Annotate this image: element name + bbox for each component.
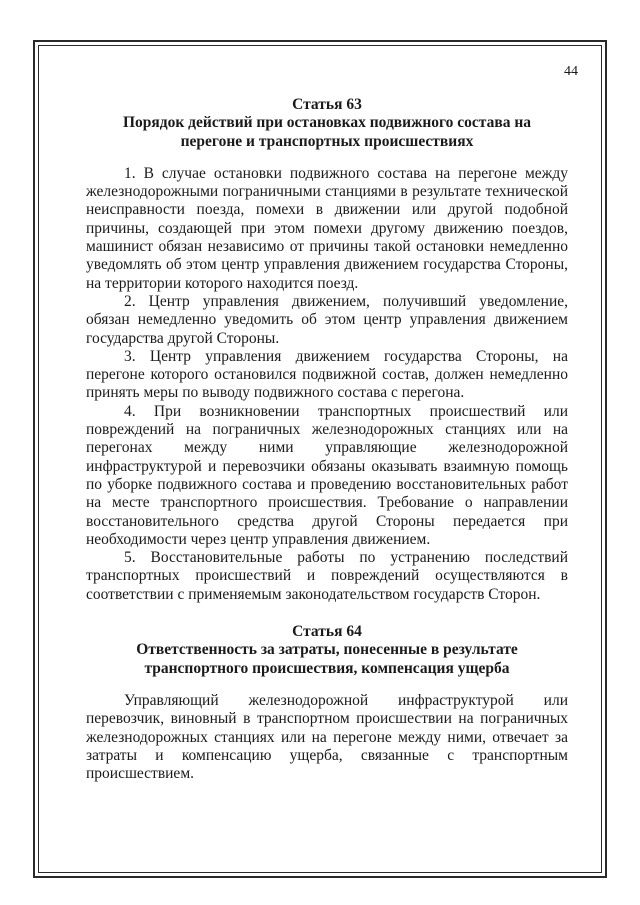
article-63-title: Статья 63 bbox=[292, 96, 362, 113]
article-63-paragraph-5: 5. Восстановительные работы по устранению последствий транспортных происшествий и повреждений осуществляются в соответствии с применяемым законодательством государств Сторон. bbox=[86, 549, 568, 603]
article-63-paragraph-4: 4. При возникновении транспортных происшествий или повреждений на пограничных железнодорожных станциях или на перегонах между ними управляющие железнодорожной инфраструктурой и перевозчики обязаны оказывать взаимную помощь по уборке подвижного состава и проведению восстановительных работ на месте транспортного происшествия. Требование о направлении восстановительного средства другой Стороны передается при необходимости через центр управления движением. bbox=[86, 402, 568, 548]
article-63-paragraph-1: 1. В случае остановки подвижного состава на перегоне между железнодорожными пограничными станциями в результате технической неисправности поезда, помехи в движении или другой подобной причины, создающей при этом помехи другому движению поездов, машинист обязан независимо от причины такой остановки немедленно уведомлять об этом центр управления движением государства Стороны, на территории которого находится поезд. bbox=[86, 164, 568, 292]
spacer bbox=[86, 604, 568, 623]
page-number: 44 bbox=[564, 64, 578, 79]
article-63-heading-line1: Порядок действий при остановках подвижного состава на bbox=[122, 114, 532, 132]
article-63 bbox=[86, 96, 568, 604]
article-64-heading-line2: транспортного происшествия, компенсация ущерба bbox=[144, 659, 510, 677]
article-64-title: Статья 64 bbox=[292, 623, 362, 641]
document-body bbox=[86, 96, 568, 783]
article-63-paragraph-2: 2. Центр управления движением, получивший уведомление, обязан немедленно уведомить об этом центр управления движением государства другой Стороны. bbox=[86, 292, 568, 347]
article-64 bbox=[86, 623, 568, 783]
article-64-heading-line1: Ответственность за затраты, понесенные в результате bbox=[136, 641, 518, 659]
article-64-paragraph-1: Управляющий железнодорожной инфраструктурой или перевозчик, виновный в транспортном происшествии на пограничных железнодорожных станциях или на перегоне между ними, отвечает за затраты и компенсацию ущерба, связанные с транспортным происшествием. bbox=[86, 691, 568, 783]
article-63-paragraph-3: 3. Центр управления движением государства Стороны, на перегоне которого остановился подвижной состав, должен немедленно принять меры по выводу подвижного состава с перегона. bbox=[86, 347, 568, 402]
article-63-heading-line2: перегоне и транспортных происшествиях bbox=[180, 132, 474, 150]
spacer bbox=[86, 678, 568, 692]
spacer bbox=[86, 151, 568, 165]
